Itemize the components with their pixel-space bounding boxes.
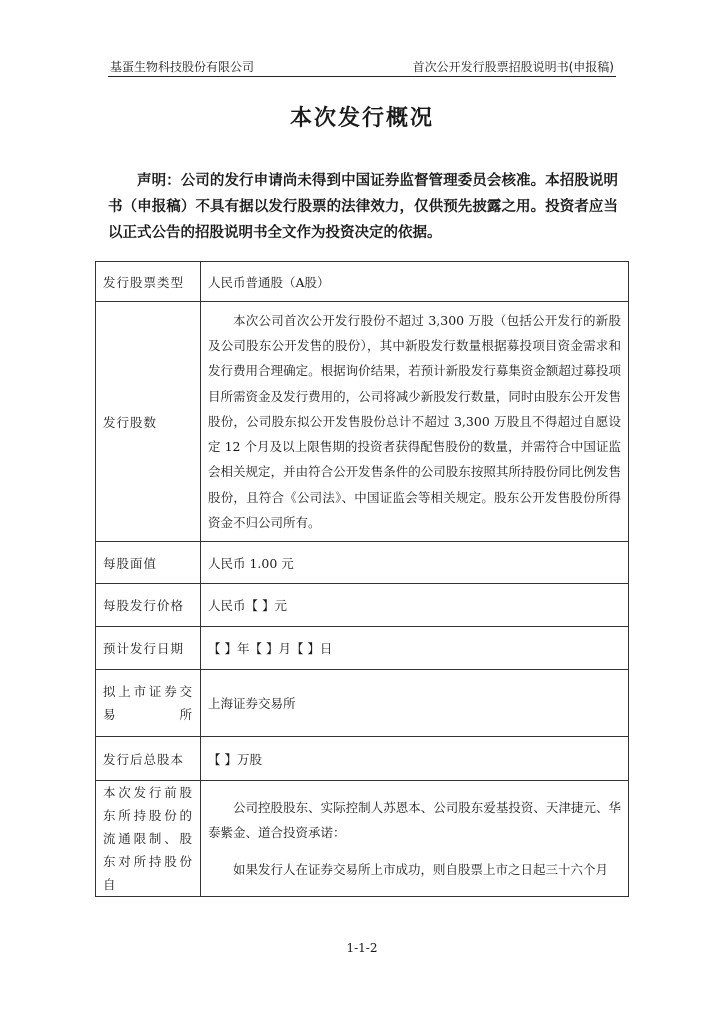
- page-title: 本次发行概况: [289, 106, 434, 131]
- lockup-label: 本次发行前股东所持股份的流通限制、股东对所持股份自: [103, 785, 193, 892]
- shares-label: 发行股数: [96, 302, 201, 542]
- par-value-value: 人民币 1.00 元: [201, 542, 629, 584]
- table-row: [96, 302, 629, 542]
- table-row: [96, 262, 629, 302]
- stock-type-value: 人民币普通股（A股）: [201, 262, 629, 302]
- lockup-value-2: 如果发行人在证券交易所上市成功，则自股票上市之日起三十六个月: [233, 862, 609, 877]
- stock-type-label: 发行股票类型: [96, 262, 201, 302]
- price-value: 人民币【 】元: [201, 584, 629, 627]
- exchange-value: 上海证券交易所: [201, 670, 629, 737]
- total-shares-value: 【 】万股: [201, 737, 629, 781]
- date-value: 【 】年【 】月【 】日: [201, 627, 629, 670]
- par-value-label: 每股面值: [96, 542, 201, 584]
- table-row: [96, 781, 629, 897]
- shares-value: 本次公司首次公开发行股份不超过 3,300 万股（包括公开发行的新股及公司股东公开发售的股份），其中新股发行数量根据募投项目资金需求和发行费用合理确定。根据询价结果，若预计新股发行募集资金额超过募投项目所需资金及发行费用的，公司将减少新股发行数量，同时由股东公开发售股份，公司股东拟公开发售股份总计不超过 3,300 万股且不得超过自愿设定 12 个月及以上限售期的投资者获得配售股份的数量，并需符合中国证监会相关规定，并由符合公开发售条件的公司股东按照其所持股份同比例发售股份，且符合《公司法》、中国证监会等相关规定。股东公开发售股份所得资金不归公司所有。: [208, 312, 621, 531]
- table-row: [96, 737, 629, 781]
- document-title: 首次公开发行股票招股说明书(申报稿): [412, 60, 614, 74]
- table-row: [96, 542, 629, 584]
- date-label: 预计发行日期: [96, 627, 201, 670]
- offering-summary-table: [95, 261, 629, 897]
- table-row: [96, 670, 629, 737]
- disclaimer-statement: 声明：公司的发行申请尚未得到中国证券监督管理委员会核准。本招股说明书（申报稿）不具有据以发行股票的法律效力，仅供预先披露之用。投资者应当以正式公告的招股说明书全文作为投资决定的依据。: [108, 173, 618, 241]
- page-header: [108, 56, 616, 77]
- company-name: 基蛋生物科技股份有限公司: [110, 60, 255, 74]
- exchange-label: 拟上市证券交易所: [103, 684, 193, 722]
- price-label: 每股发行价格: [96, 584, 201, 627]
- table-row: [96, 584, 629, 627]
- lockup-value-1: 公司控股股东、实际控制人苏恩本、公司股东爱基投资、天津捷元、华泰紫金、道合投资承诺：: [208, 800, 621, 840]
- total-shares-label: 发行后总股本: [96, 737, 201, 781]
- page-number: 1-1-2: [346, 941, 378, 955]
- table-row: [96, 627, 629, 670]
